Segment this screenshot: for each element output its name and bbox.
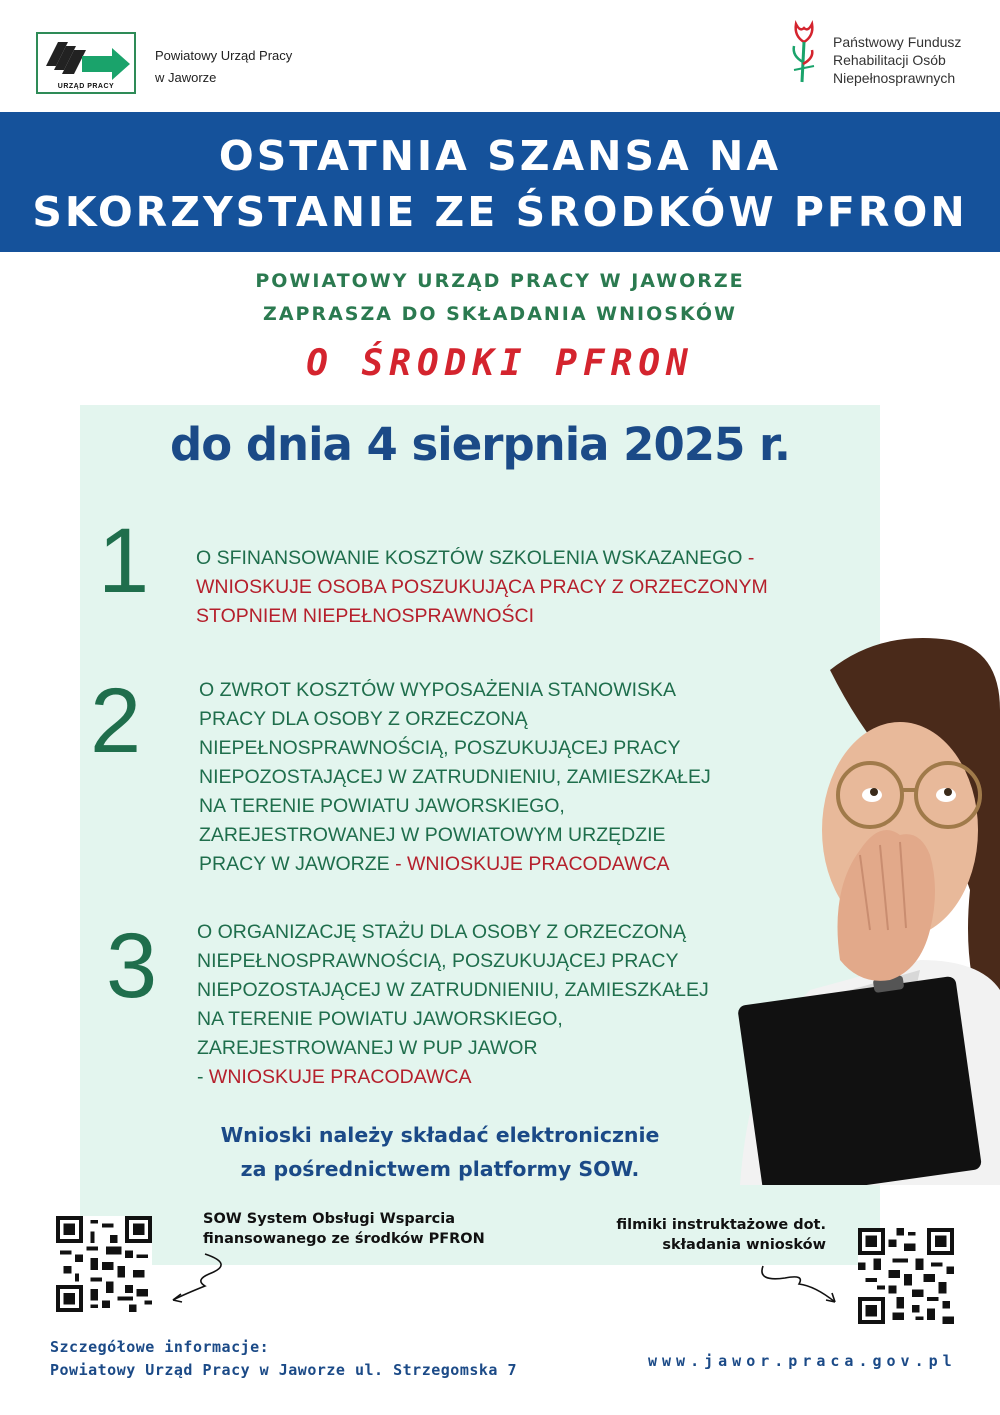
pup-name-line2: w Jaworze bbox=[155, 70, 217, 85]
sow-note-line1: Wnioski należy składać elektronicznie bbox=[220, 1123, 660, 1147]
pup-name-line1: Powiatowy Urząd Pracy bbox=[155, 48, 293, 63]
office-address: Powiatowy Urząd Pracy w Jaworze ul. Strzegomska 7 bbox=[50, 1361, 518, 1379]
item-2-applicant: - WNIOSKUJE PRACODAWCA bbox=[389, 853, 670, 875]
website-link[interactable]: www.jawor.praca.gov.pl bbox=[648, 1352, 957, 1370]
item-2-line: NIEPOZOSTAJĄCEJ W ZATRUDNIENIU, ZAMIESZKAŁEJ bbox=[199, 766, 711, 788]
item-2-text bbox=[199, 676, 759, 879]
pup-name bbox=[155, 45, 292, 89]
sow-platform-note bbox=[140, 1118, 740, 1186]
pfron-name-line1: Państwowy Fundusz bbox=[833, 34, 962, 50]
tutorial-qr-caption-line1: filmiki instruktażowe dot. bbox=[616, 1217, 826, 1233]
tutorial-videos-qr-code[interactable] bbox=[858, 1228, 954, 1324]
curved-arrow-right-icon bbox=[755, 1262, 845, 1312]
invite-line2: ZAPRASZA DO SKŁADANIA WNIOSKÓW bbox=[263, 303, 737, 325]
banner-title-line2: SKORZYSTANIE ZE ŚRODKÓW PFRON bbox=[32, 188, 968, 236]
item-number-3: 3 bbox=[106, 915, 158, 1017]
item-number-1: 1 bbox=[98, 510, 150, 612]
item-1-line1-dash: - bbox=[742, 547, 755, 569]
item-3-text bbox=[197, 918, 757, 1092]
item-3-last-line: - bbox=[197, 1066, 209, 1088]
pfron-logo-icon bbox=[790, 18, 818, 86]
pfron-funds-headline: O ŚRODKI PFRON bbox=[306, 343, 694, 384]
sow-qr-caption bbox=[203, 1209, 485, 1249]
title-banner bbox=[0, 112, 1000, 252]
item-2-line: PRACY DLA OSOBY Z ORZECZONĄ bbox=[199, 708, 528, 730]
tutorial-qr-caption bbox=[614, 1215, 826, 1255]
pfron-name-line3: Niepełnosprawnych bbox=[833, 70, 956, 86]
item-2-line: ZAREJESTROWANEJ W POWIATOWYM URZĘDZIE bbox=[199, 824, 666, 846]
curved-arrow-left-icon bbox=[165, 1250, 235, 1306]
sow-qr-caption-line1: SOW System Obsługi Wsparcia bbox=[203, 1211, 455, 1227]
pfron-name-line2: Rehabilitacji Osób bbox=[833, 52, 946, 68]
invite-line1: POWIATOWY URZĄD PRACY W JAWORZE bbox=[255, 270, 745, 292]
pup-logo bbox=[36, 32, 136, 94]
item-1-line2: WNIOSKUJE OSOBA POSZUKUJĄCA PRACY Z ORZECZONYM bbox=[196, 576, 768, 598]
banner-title-line1: OSTATNIA SZANSA NA bbox=[218, 132, 782, 180]
item-2-line: O ZWROT KOSZTÓW WYPOSAŻENIA STANOWISKA bbox=[199, 679, 677, 701]
sow-qr-caption-line2: finansowanego ze środków PFRON bbox=[203, 1231, 485, 1247]
item-3-line: NA TERENIE POWIATU JAWORSKIEGO, bbox=[197, 1008, 563, 1030]
item-3-line: O ORGANIZACJĘ STAŻU DLA OSOBY Z ORZECZONĄ bbox=[197, 921, 687, 943]
item-1-line1: O SFINANSOWANIE KOSZTÓW SZKOLENIA WSKAZANEGO bbox=[196, 547, 743, 569]
deadline-heading: do dnia 4 sierpnia 2025 r. bbox=[170, 418, 790, 471]
sow-qr-code[interactable] bbox=[56, 1216, 152, 1312]
item-3-line: NIEPOZOSTAJĄCEJ W ZATRUDNIENIU, ZAMIESZKAŁEJ bbox=[197, 979, 709, 1001]
item-1-text bbox=[196, 544, 836, 631]
details-label: Szczegółowe informacje: bbox=[50, 1338, 270, 1356]
sow-note-line2: za pośrednictwem platformy SOW. bbox=[240, 1157, 640, 1181]
item-2-line: NA TERENIE POWIATU JAWORSKIEGO, bbox=[199, 795, 565, 817]
pfron-name bbox=[833, 33, 961, 87]
tutorial-qr-caption-line2: składania wniosków bbox=[662, 1237, 826, 1253]
item-3-line: NIEPEŁNOSPRAWNOŚCIĄ, POSZUKUJĄCEJ PRACY bbox=[197, 950, 679, 972]
item-1-line3: STOPNIEM NIEPEŁNOSPRAWNOŚCI bbox=[196, 605, 535, 627]
item-2-last-line: PRACY W JAWORZE bbox=[199, 853, 390, 875]
item-2-line: NIEPEŁNOSPRAWNOŚCIĄ, POSZUKUJĄCEJ PRACY bbox=[199, 737, 681, 759]
pup-logo-text: URZĄD PRACY bbox=[57, 83, 115, 90]
item-3-applicant: WNIOSKUJE PRACODAWCA bbox=[208, 1066, 472, 1088]
surprised-woman-photo bbox=[720, 630, 1000, 1185]
item-number-2: 2 bbox=[90, 670, 142, 772]
item-3-line: ZAREJESTROWANEJ W PUP JAWOR bbox=[197, 1037, 538, 1059]
